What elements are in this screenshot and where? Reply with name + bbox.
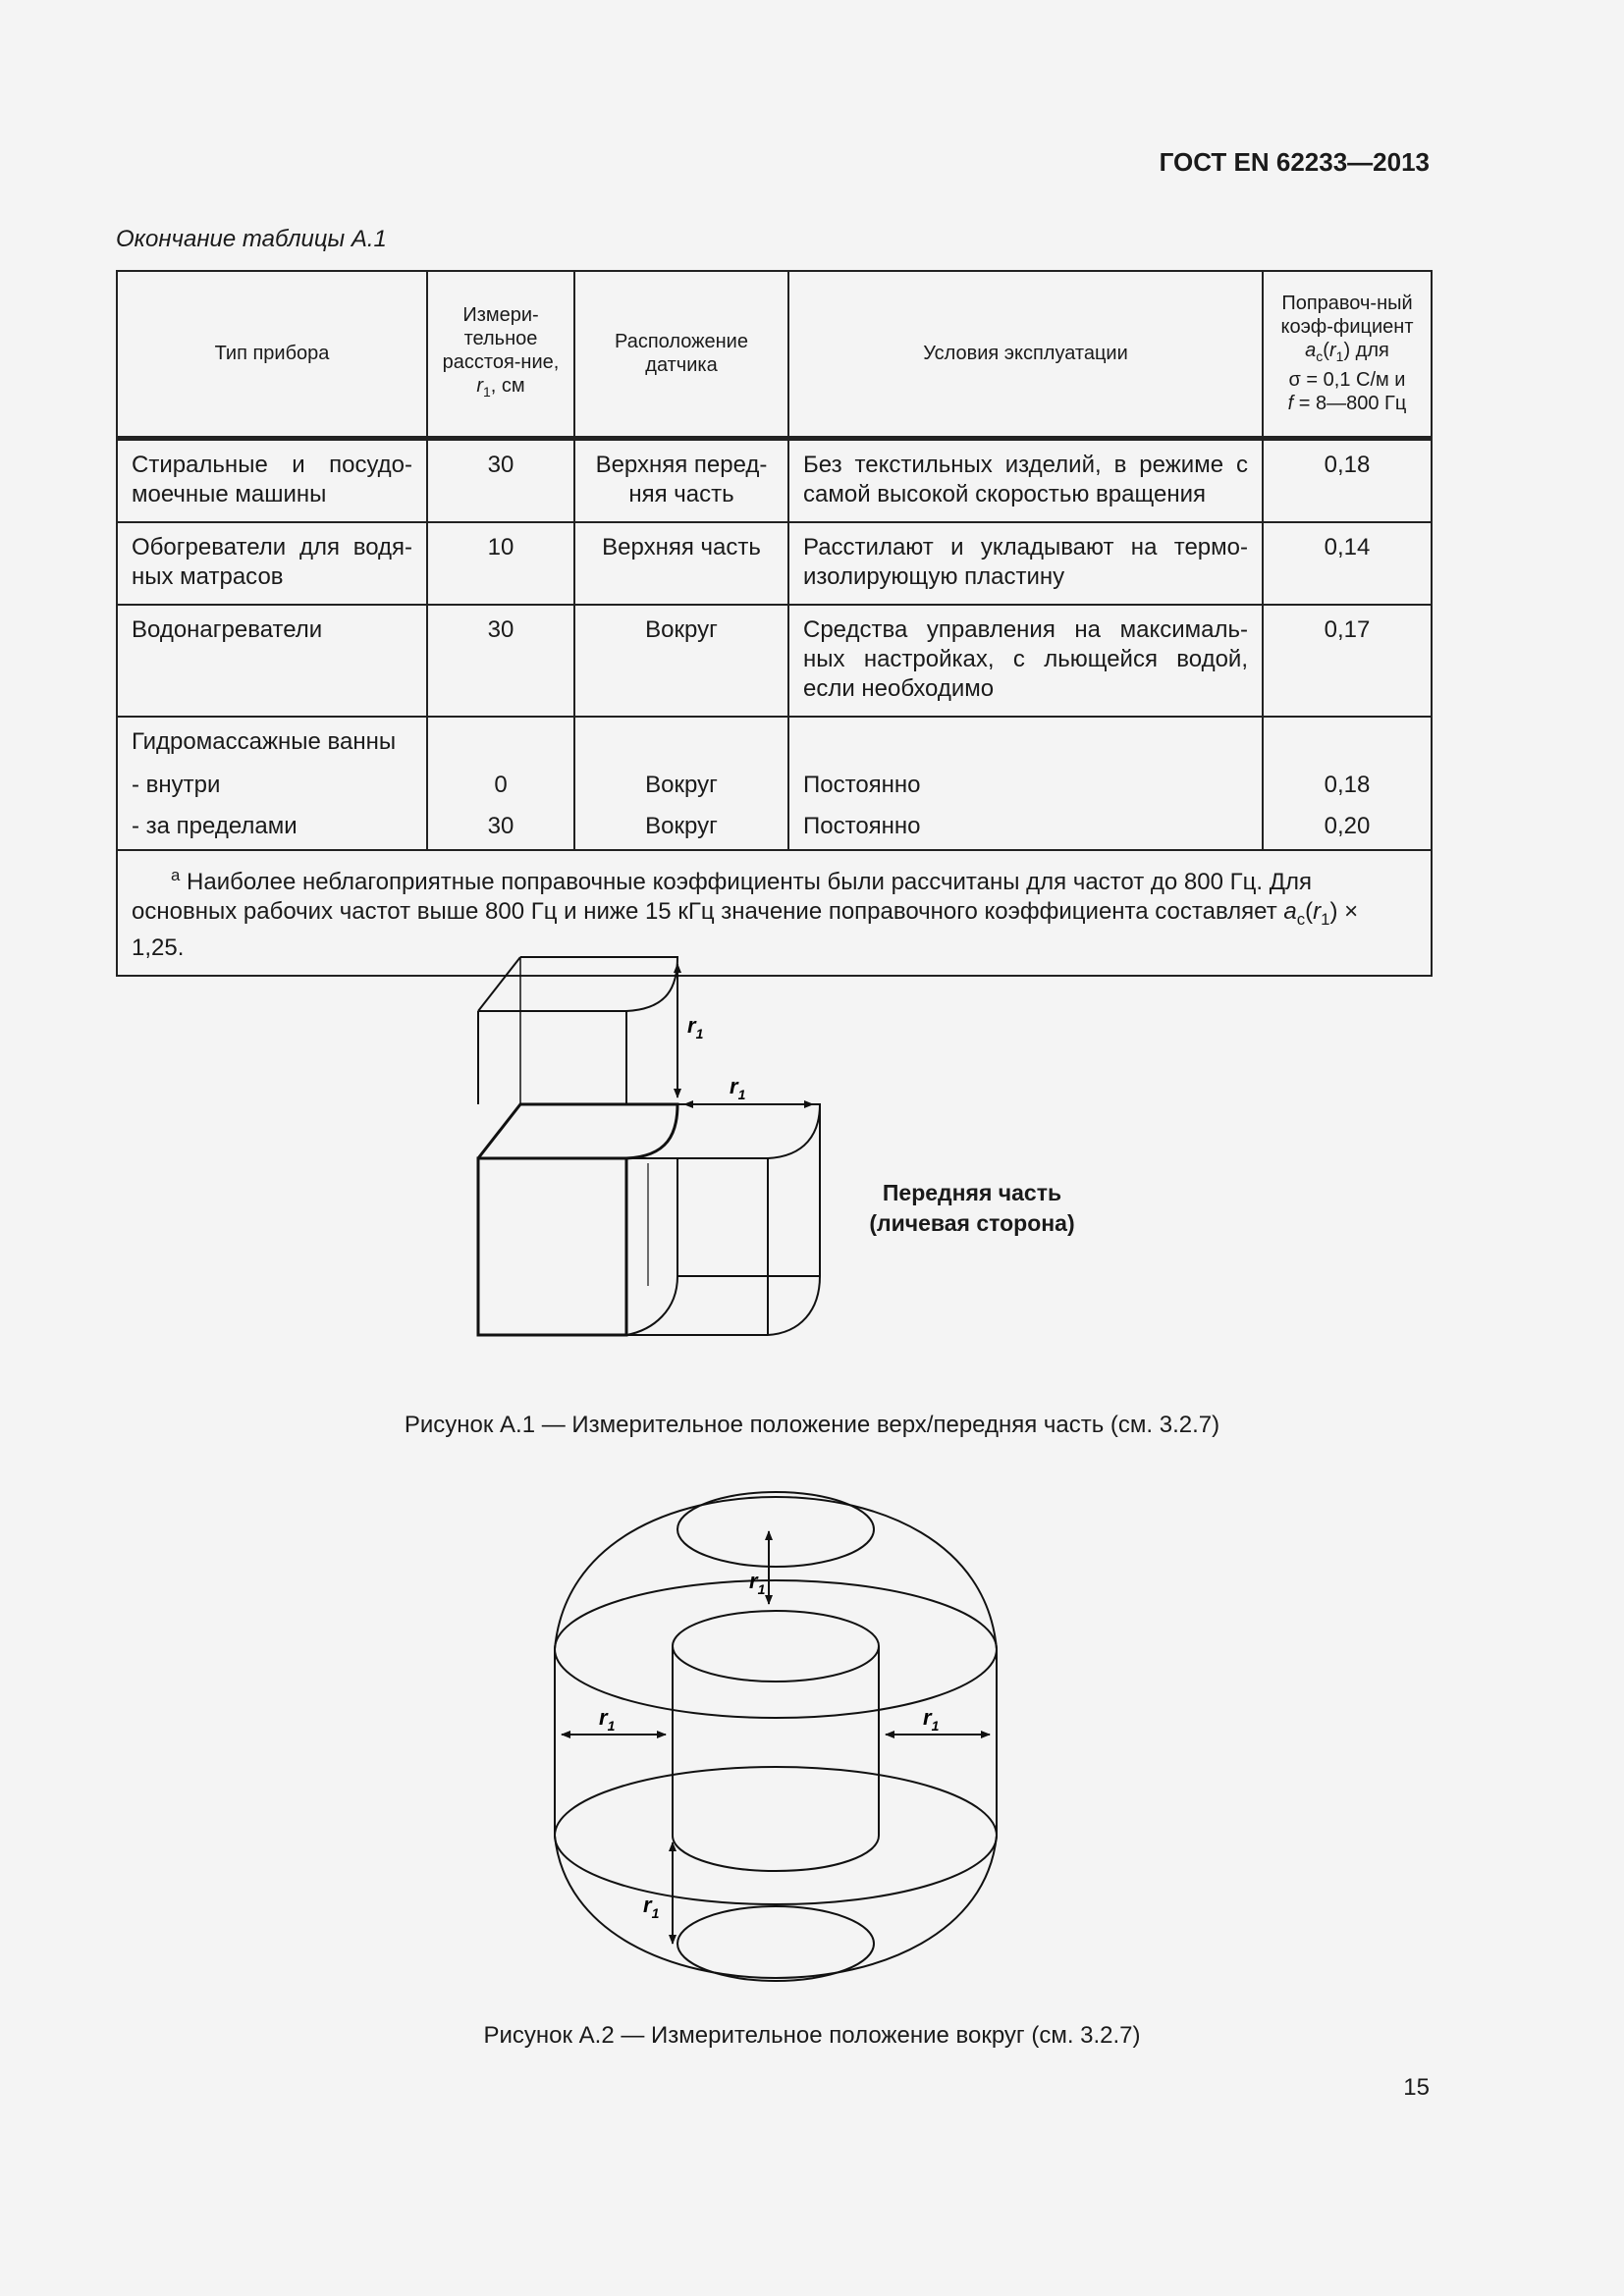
figure-a2-diagram (545, 1482, 1006, 1993)
cell-distance: 30 (427, 605, 574, 717)
cell-coefficient: 0,20 (1263, 806, 1432, 850)
col-header-distance: Измери-тельное расстоя-ние, $r_1$, см (427, 271, 574, 438)
cell-location: Вокруг (574, 806, 788, 850)
cell-type: Стиральные и посудо-моечные машины (117, 438, 427, 522)
label-r1-left: $r_1$ (599, 1705, 616, 1734)
cell-coefficient: 0,14 (1263, 522, 1432, 605)
figure-a2-caption: Рисунок А.2 — Измерительное положение вокруг (см. 3.2.7) (483, 2022, 1141, 2049)
cell-conditions: Расстилают и укладывают на термо-изолирующую пластину (788, 522, 1263, 605)
cell-location: Вокруг (574, 605, 788, 717)
cell-coefficient: 0,17 (1263, 605, 1432, 717)
label-r1-bottom: $r_1$ (643, 1893, 660, 1921)
appliance-table (116, 270, 1433, 977)
table-footnote: $^a$ Наиболее неблагоприятные поправочные коэффициенты были рассчитаны для частот до 800 Гц. Для основных рабочих частот выше 800 Гц и ниже 15 кГц значение поправочного коэффициента составляет $a_c(r_1) \times 1,25$. (117, 850, 1432, 977)
cell-distance: 30 (427, 438, 574, 522)
cell-type: Обогреватели для водя-ных матрасов (117, 522, 427, 605)
cell-distance: 30 (427, 806, 574, 850)
cell-type: - внутри (117, 765, 427, 806)
label-r1-front: $r_1$ (730, 1074, 746, 1102)
table-group-title-row (117, 717, 1432, 765)
cell-conditions: Постоянно (788, 765, 1263, 806)
label-r1-right: $r_1$ (923, 1705, 940, 1734)
cell-location: Верхняя перед-няя часть (574, 438, 788, 522)
cell-location: Верхняя часть (574, 522, 788, 605)
cell-conditions: Средства управления на максималь-ных настройках, с льющейся водой, если необходимо (788, 605, 1263, 717)
cell-type: Водонагреватели (117, 605, 427, 717)
cell-empty (1263, 717, 1432, 765)
label-r1-top: $r_1$ (687, 1013, 704, 1041)
table-row (117, 438, 1432, 522)
cell-coefficient: 0,18 (1263, 765, 1432, 806)
figure-a1-diagram (452, 942, 864, 1384)
cell-empty (574, 717, 788, 765)
table-row (117, 522, 1432, 605)
col-header-location: Расположение датчика (574, 271, 788, 438)
cell-coefficient: 0,18 (1263, 438, 1432, 522)
cell-group-title: Гидромассажные ванны (117, 717, 427, 765)
cell-conditions: Постоянно (788, 806, 1263, 850)
col-header-coefficient: Поправоч-ный коэф-фициент $a_c(r_1)$ для σ = 0,1 С/м и f = 8—800 Гц (1263, 271, 1432, 438)
col-header-type: Тип прибора (117, 271, 427, 438)
label-r1-top: $r_1$ (749, 1569, 766, 1597)
cell-distance: 0 (427, 765, 574, 806)
table-row (117, 605, 1432, 717)
document-id: ГОСТ EN 62233—2013 (1159, 147, 1430, 177)
table-row (117, 806, 1432, 850)
cell-location: Вокруг (574, 765, 788, 806)
cell-distance: 10 (427, 522, 574, 605)
cell-empty (788, 717, 1263, 765)
figure-a1-caption: Рисунок А.1 — Измерительное положение верх/передняя часть (см. 3.2.7) (404, 1412, 1220, 1438)
cell-type: - за пределами (117, 806, 427, 850)
col-header-conditions: Условия эксплуатации (788, 271, 1263, 438)
cell-empty (427, 717, 574, 765)
table-row (117, 765, 1432, 806)
front-side-label: Передняя часть (личевая сторона) (869, 1180, 1075, 1236)
page-number: 15 (1403, 2074, 1430, 2101)
table-header-row (117, 271, 1432, 438)
table-continuation-caption: Окончание таблицы А.1 (116, 226, 387, 252)
cell-conditions: Без текстильных изделий, в режиме с самой высокой скоростью вращения (788, 438, 1263, 522)
